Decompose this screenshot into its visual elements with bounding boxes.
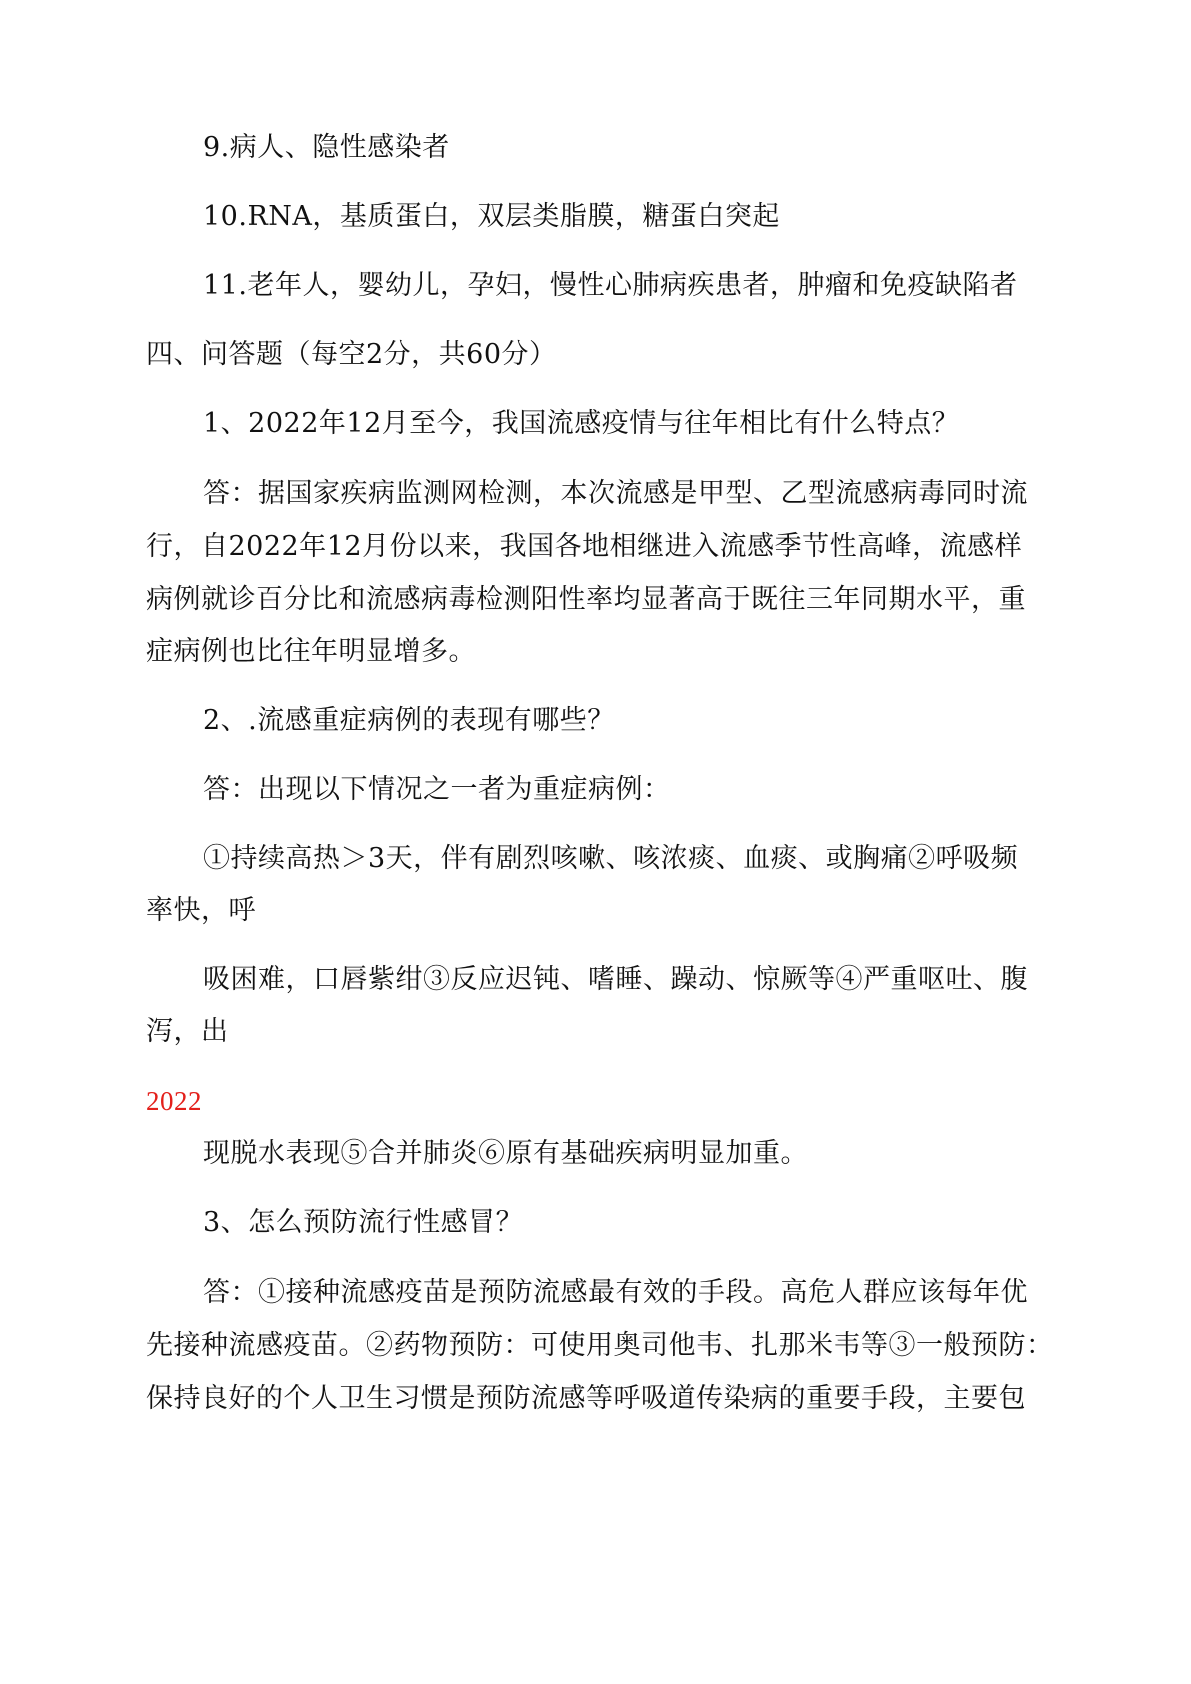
answer-item-9: 9.病人、隐性感染者 — [203, 132, 450, 163]
question-2: 2、.流感重症病例的表现有哪些？ — [203, 705, 615, 736]
answer-2-intro: 答：出现以下情况之一者为重症病例： — [203, 774, 671, 805]
answer-1-line-2: 行，自2022年12月份以来，我国各地相继进入流感季节性高峰，流感样 — [146, 531, 1023, 562]
answer-2-line-2: 率快，呼 — [146, 895, 256, 926]
answer-3-line-2: 先接种流感疫苗。②药物预防：可使用奥司他韦、扎那米韦等③一般预防： — [146, 1330, 1054, 1361]
red-year-mark: 2022 — [146, 1086, 202, 1116]
question-1: 1、2022年12月至今，我国流感疫情与往年相比有什么特点？ — [203, 408, 960, 439]
answer-2-line-3: 吸困难，口唇紫绀③反应迟钝、嗜睡、躁动、惊厥等④严重呕吐、腹 — [203, 964, 1028, 995]
answer-3-line-3: 保持良好的个人卫生习惯是预防流感等呼吸道传染病的重要手段，主要包 — [146, 1383, 1026, 1414]
answer-2-line-5: 现脱水表现⑤合并肺炎⑥原有基础疾病明显加重。 — [203, 1138, 808, 1169]
answer-1-line-3: 病例就诊百分比和流感病毒检测阳性率均显著高于既往三年同期水平，重 — [146, 584, 1026, 615]
answer-item-11: 11.老年人，婴幼儿，孕妇，慢性心肺病疾患者，肿瘤和免疫缺陷者 — [203, 270, 1018, 301]
answer-2-line-1: ①持续高热＞3天，伴有剧烈咳嗽、咳浓痰、血痰、或胸痛②呼吸频 — [203, 843, 1019, 874]
answer-item-10: 10.RNA，基质蛋白，双层类脂膜，糖蛋白突起 — [203, 201, 780, 232]
answer-3-line-1: 答：①接种流感疫苗是预防流感最有效的手段。高危人群应该每年优 — [203, 1277, 1028, 1308]
question-3: 3、怎么预防流行性感冒？ — [203, 1207, 524, 1238]
answer-1-line-1: 答：据国家疾病监测网检测，本次流感是甲型、乙型流感病毒同时流 — [203, 478, 1028, 509]
answer-2-line-4: 泻，出 — [146, 1016, 229, 1047]
answer-1-line-4: 症病例也比往年明显增多。 — [146, 636, 476, 667]
section-heading: 四、问答题（每空2分，共60分） — [146, 339, 557, 370]
